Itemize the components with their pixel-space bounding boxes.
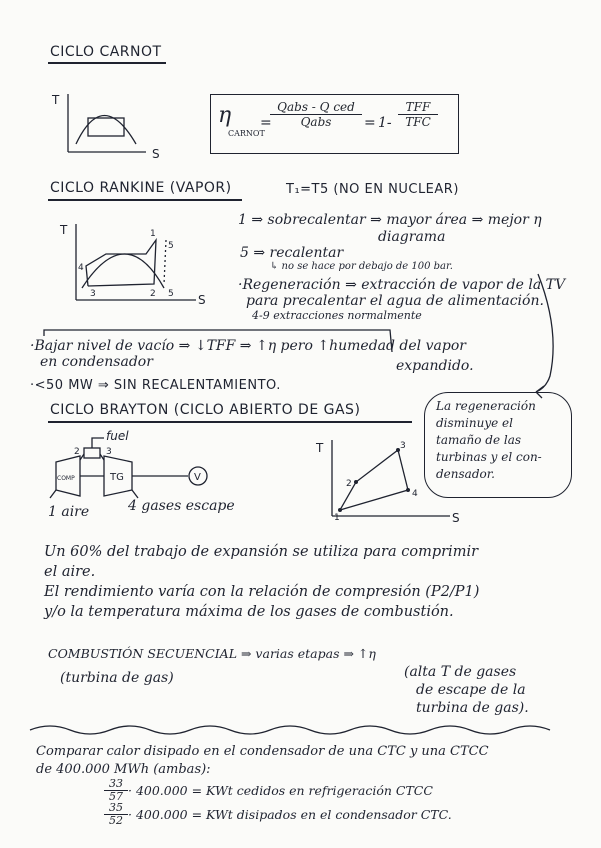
brayton-air-label: 1 aire [48, 504, 90, 520]
rankine-line-4b: en condensador [40, 354, 153, 370]
carnot-eta-subscript: CARNOT [228, 129, 265, 138]
brayton-tg-label: TG [110, 472, 124, 483]
carnot-equals-1: = [260, 115, 272, 131]
carnot-saturation-dome [76, 116, 136, 145]
brayton-ts-point-2: 2 [346, 479, 352, 489]
brayton-fuel-line [92, 438, 104, 448]
rankine-saturation-dome [82, 254, 164, 288]
brayton-ts-point-4: 4 [412, 489, 418, 499]
brayton-ts-point-3: 3 [400, 441, 406, 451]
brayton-sequential-e: turbina de gas). [416, 700, 529, 716]
brayton-exhaust-label: 4 gases escape [128, 498, 235, 514]
brayton-axis-t-label: T [316, 441, 324, 455]
rankine-line-1: 1 ⇒ sobrecalentar ⇒ mayor área ⇒ mejor η [238, 212, 542, 228]
compare-question: Comparar calor disipado en el condensador de una CTC y una CTCC [36, 744, 489, 759]
rankine-header-note: T₁=T5 (NO EN NUCLEAR) [286, 182, 459, 197]
compare-fraction-2-denominator: 52 [109, 814, 123, 827]
brayton-title: CICLO BRAYTON (CICLO ABIERTO DE GAS) [50, 402, 361, 418]
brayton-generator-label: V [194, 472, 201, 483]
rankine-line-1b: diagrama [378, 229, 446, 245]
rankine-ts-diagram [56, 222, 226, 312]
carnot-fraction-2-numerator: TFF [398, 100, 438, 115]
brayton-para-1: Un 60% del trabajo de expansión se utiliza para comprimir [44, 544, 479, 560]
wavy-separator-line [30, 726, 550, 734]
rankine-side-note-2: disminuye el [436, 416, 513, 430]
brayton-para-2: El rendimiento varía con la relación de compresión (P2/P1) [44, 584, 480, 600]
brayton-ts-point-1: 1 [334, 513, 340, 523]
brayton-fuel-label: fuel [106, 429, 129, 443]
compare-fraction-1-denominator: 57 [109, 790, 123, 803]
rankine-line-3: ·Regeneración ⇒ extracción de vapor de la TV [238, 277, 566, 293]
compare-question-b: de 400.000 MWh (ambas): [36, 762, 211, 777]
rankine-line-2b: ↳ no se hace por debajo de 100 bar. [270, 261, 453, 272]
compare-fraction-1 [104, 778, 128, 803]
rankine-point-s5: 5 [168, 289, 174, 299]
brayton-comp-label: COMP [57, 475, 75, 482]
carnot-fraction-2 [398, 100, 438, 129]
brayton-plant-point-2: 2 [74, 447, 80, 457]
carnot-title: CICLO CARNOT [50, 44, 162, 60]
compare-result-2: · 400.000 = KWt disipados en el condensador CTC. [128, 807, 452, 822]
carnot-axis-s-label: S [152, 147, 160, 161]
brayton-dot-4 [406, 488, 410, 492]
brayton-para-2b: y/o la temperatura máxima de los gases de combustión. [44, 604, 454, 620]
carnot-eta: η [218, 103, 232, 128]
compare-fraction-2-numerator: 35 [104, 802, 128, 815]
rankine-line-4c: expandido. [396, 358, 474, 374]
rankine-point-5: 5 [168, 241, 174, 251]
rankine-side-arrow [520, 270, 580, 410]
rankine-point-4: 4 [78, 263, 84, 273]
rankine-title: CICLO RANKINE (VAPOR) [50, 180, 232, 196]
rankine-side-note-5: densador. [436, 467, 495, 481]
carnot-ts-diagram [48, 92, 168, 162]
carnot-fraction-1-denominator: Qabs [300, 115, 332, 129]
compare-fraction-1-numerator: 33 [104, 778, 128, 791]
brayton-sequential: COMBUSTIÓN SECUENCIAL ⇒ varias etapas ⇒ ↑η [48, 646, 376, 661]
rankine-axis-s-label: S [198, 293, 206, 307]
rankine-line-4: ·Bajar nivel de vacío ⇒ ↓TFF ⇒ ↑η pero ↑humedad del vapor [30, 338, 466, 354]
rankine-side-arrow-path [536, 274, 553, 392]
brayton-combustor-shape [84, 448, 100, 458]
rankine-reheat-line [164, 240, 166, 284]
compare-result-1: · 400.000 = KWt cedidos en refrigeración CTCC [128, 783, 433, 798]
rankine-line-3c: 4-9 extracciones normalmente [252, 309, 422, 322]
wavy-separator [30, 720, 570, 740]
brayton-plant-point-3: 3 [106, 447, 112, 457]
brayton-sequential-d: de escape de la [416, 682, 526, 698]
brayton-dot-2 [354, 480, 358, 484]
rankine-title-underline [48, 199, 242, 201]
carnot-axis-t-label: T [52, 93, 60, 107]
brayton-sequential-c: (alta T de gases [404, 664, 517, 680]
carnot-fraction-1 [270, 100, 362, 129]
rankine-line-2: 5 ⇒ recalentar [240, 245, 344, 261]
rankine-line-3b: para precalentar el agua de alimentación. [246, 293, 544, 309]
brayton-dot-1 [338, 508, 342, 512]
carnot-fraction-2-denominator: TFC [405, 115, 431, 129]
compare-fraction-2 [104, 802, 128, 827]
rankine-line-5: ·<50 MW ⇒ SIN RECALENTAMIENTO. [30, 378, 281, 393]
carnot-one-minus: 1- [378, 115, 392, 131]
brayton-axis-s-label: S [452, 511, 460, 525]
rankine-point-1: 1 [150, 229, 156, 239]
rankine-axis-t-label: T [60, 223, 68, 237]
rankine-side-note-4: turbinas y el con- [436, 450, 542, 464]
rankine-point-3: 3 [90, 289, 96, 299]
rankine-point-2: 2 [150, 289, 156, 299]
carnot-equals-2: = [364, 115, 376, 131]
carnot-title-underline [48, 62, 166, 64]
brayton-para-1b: el aire. [44, 564, 96, 580]
brayton-title-underline [48, 421, 412, 423]
rankine-side-note-1: La regeneración [436, 399, 536, 413]
brayton-ts-diagram [312, 438, 472, 528]
carnot-fraction-1-numerator: Qabs - Q ced [270, 100, 362, 115]
rankine-side-note-3: tamaño de las [436, 433, 522, 447]
brayton-sequential-b: (turbina de gas) [60, 670, 174, 686]
